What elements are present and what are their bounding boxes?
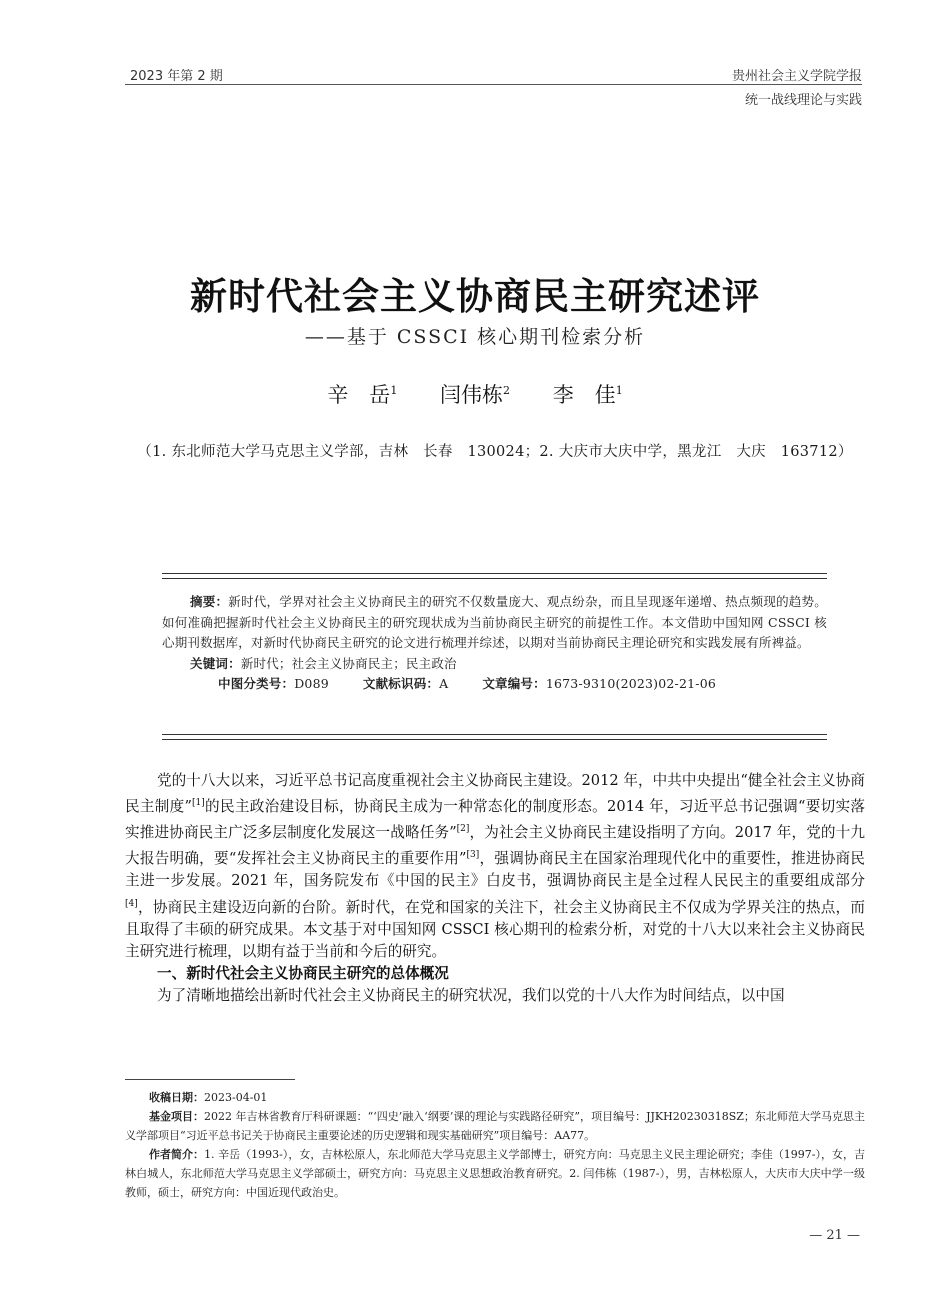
- section-heading: 一、新时代社会主义协商民主研究的总体概况: [157, 965, 449, 983]
- keywords: 关键词：新时代；社会主义协商民主；民主政治: [190, 655, 457, 671]
- page-number: — 21 —: [809, 1228, 860, 1243]
- body-paragraph: 为了清晰地描绘出新时代社会主义协商民主的研究状况，我们以党的十八大作为时间结点，以中国: [157, 987, 785, 1005]
- classification-line: 中图分类号：D089 文献标识码：A 文章编号：1673-9310(2023)02-21-06: [218, 676, 717, 691]
- journal-name: 贵州社会主义学院学报: [731, 69, 862, 84]
- article-subtitle: ——基于 CSSCI 核心期刊检索分析: [304, 326, 646, 348]
- citation: [2]: [456, 824, 470, 835]
- article-title: 新时代社会主义协商民主研究述评: [190, 274, 760, 318]
- footnotes: [125, 1088, 865, 1202]
- header-rule: [125, 84, 862, 85]
- citation: [4]: [125, 898, 138, 909]
- body-paragraph: 党的十八大以来，习近平总书记高度重视社会主义协商民主建设。2012 年，中共中央提出“健全社会主义协商民主制度”[1]的民主政治建设目标，协商民主成为一种常态化的制度形态。2014 年，习近平总书记强调“要切实落实推进协商民主广泛多层制度化发展这一战略任务”[2]，为社会主义协商民主建设指明了方向。2017 年，党的十九大报告明确，要“发挥社会主义协商民主的重要作用”[3]，强调协商民主在国家治理现代化中的重要性，推进协商民主进一步发展。2021 年，国务院发布《中国的民主》白皮书，强调协商民主是全过程人民民主的重要组成部分[4]，协商民主建设迈向新的台阶。新时代，在党和国家的关注下，社会主义协商民主不仅成为学界关注的热点，而且取得了丰硕的研究成果。本文基于对中国知网 CSSCI 核心期刊的检索分析，对党的十八大以来社会主义协商民主研究进行梳理，以期有益于当前和今后的研究。: [125, 772, 865, 960]
- abstract-bottom-rule: [162, 734, 827, 740]
- abstract-top-rule: [162, 573, 827, 579]
- citation: [3]: [466, 850, 480, 861]
- abstract-text: 摘要：新时代，学界对社会主义协商民主的研究不仅数量庞大、观点纷杂，而且呈现逐年递增、热点频现的趋势。如何准确把握新时代社会主义协商民主的研究现状成为当前协商民主研究的前提性工作。本文借助中国知网 CSSCI 核心期刊数据库，对新时代协商民主研究的论文进行梳理并综述，以期对当前协商民主理论研究和实践发展有所裨益。: [162, 594, 827, 650]
- author: 闫伟栋$^2$: [440, 383, 510, 407]
- affiliations: （1. 东北师范大学马克思主义学部，吉林 长春 130024；2. 大庆市大庆中学，黑龙江 大庆 163712）: [137, 444, 853, 460]
- author: 辛 岳$^1$: [327, 383, 398, 407]
- article-body: [125, 770, 865, 1007]
- author-list: [0, 379, 950, 409]
- fund-info: 基金项目：2022 年吉林省教育厅科研课题：“‘四史’融入‘纲要’课的理论与实践路径研究”，项目编号：JJKH20230318SZ；东北师范大学马克思主义学部项目“习近平总书记关于协商民主重要论述的历史逻辑和现实基础研究”项目编号：AA77。: [125, 1110, 865, 1142]
- column-name: 统一战线理论与实践: [744, 93, 862, 108]
- journal-issue: 2023 年第 2 期: [130, 69, 223, 84]
- abstract-block: [162, 592, 827, 695]
- author: 李 佳$^1$: [552, 383, 623, 407]
- author-bio: 作者简介：1. 辛岳（1993-），女，吉林松原人，东北师范大学马克思主义学部博士，研究方向：马克思主义民主理论研究；李佳（1997-），女，吉林白城人，东北师范大学马克思主义学部硕士，研究方向：马克思主义思想政治教育研究。2. 闫伟栋（1987-），男，吉林松原人，大庆市大庆中学一级教师，硕士，研究方向：中国近现代政治史。: [125, 1148, 866, 1199]
- citation: [1]: [192, 798, 205, 809]
- received-date: 收稿日期：2023-04-01: [149, 1091, 268, 1104]
- footnote-rule: [125, 1079, 295, 1080]
